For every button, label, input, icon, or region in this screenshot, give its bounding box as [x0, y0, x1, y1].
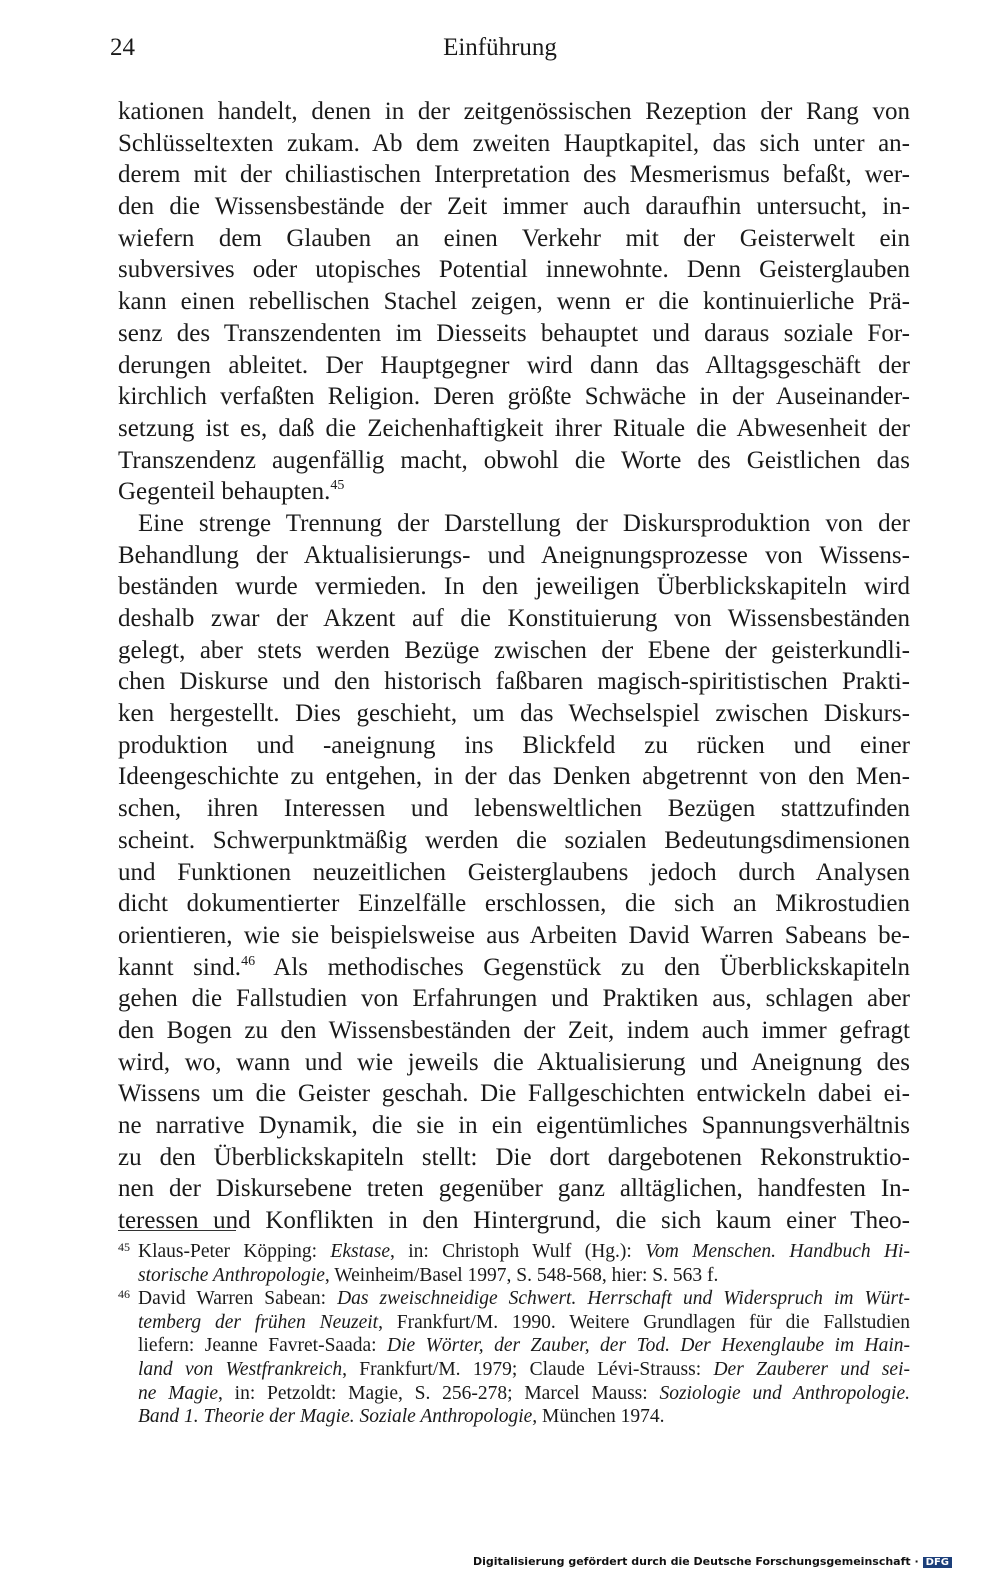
footnote-text: , Weinheim/Basel 1997, S. 548-568, hier: S. 563 f.	[324, 1264, 719, 1286]
body-line: wiefern dem Glauben an einen Verkehr mit der Geisterwelt ein	[118, 224, 910, 252]
body-line: setzung ist es, daß die Zeichenhaftigkeit ihrer Rituale die Abwesenheit der	[118, 414, 910, 442]
credit-text: Digitalisierung gefördert durch die Deutsche Forschungsgemeinschaft ·	[472, 1555, 919, 1568]
footnote-text: liefern: Jeanne Favret-Saada:	[138, 1335, 388, 1357]
footnote-ref-46[interactable]: 46	[241, 953, 256, 969]
body-line: Ideengeschichte zu entgehen, in der das Denken abgetrennt von den Men-	[118, 763, 910, 791]
footnote-text: , in: Petzoldt: Magie, S. 256-278; Marcel Mauss:	[218, 1382, 660, 1404]
footnote-title: storische Anthropologie	[138, 1264, 325, 1286]
body-text	[118, 96, 910, 1237]
body-line: orientieren, wie sie beispielsweise aus Arbeiten David Warren Sabeans be-	[118, 921, 910, 949]
footnote-divider	[118, 1230, 236, 1231]
footnote-46-cont	[118, 1358, 910, 1382]
footnote-title: ne Magie	[138, 1382, 219, 1404]
paragraph-start-line: Eine strenge Trennung der Darstellung der Diskursproduktion von der	[138, 509, 910, 537]
footnote-title: land von Westfrankreich	[138, 1358, 343, 1380]
body-line: subversives oder utopisches Potential innewohnte. Denn Geisterglauben	[118, 256, 910, 284]
footnote-46-cont	[118, 1334, 910, 1358]
running-title: Einführung	[443, 34, 557, 61]
body-line: scheint. Schwerpunktmäßig werden die sozialen Bedeutungsdimensionen	[118, 826, 910, 854]
footnote-45: 45 Klaus-Peter Köpping: Ekstase, in: Christoph Wulf (Hg.): Vom Menschen. Handbuch Hi-	[118, 1240, 910, 1262]
body-line: gehen die Fallstudien von Erfahrungen und Praktiken aus, schlagen aber	[118, 985, 910, 1013]
body-line: gelegt, aber stets werden Bezüge zwischen der Ebene der geisterkundli-	[118, 636, 910, 664]
footnote-text: , Frankfurt/M. 1979; Claude Lévi-Strauss:	[342, 1358, 714, 1380]
footnotes	[118, 1240, 910, 1429]
body-line: deshalb zwar der Akzent auf die Konstituierung von Wissensbeständen	[118, 605, 910, 632]
body-line: den Bogen zu den Wissensbeständen der Zeit, indem auch immer gefragt	[118, 1016, 910, 1044]
footnote-title: Soziologie und Anthropologie.	[659, 1382, 910, 1404]
body-line: kann einen rebellischen Stachel zeigen, wenn er die kontinuierliche Prä-	[118, 288, 910, 316]
footnote-46: 46 David Warren Sabean: Das zweischneidige Schwert. Herrschaft und Widerspruch im Würt-	[118, 1287, 911, 1310]
body-line: Transzendenz augenfällig macht, obwohl die Worte des Geistlichen das	[118, 446, 910, 474]
footnote-title: Die Wörter, der Zauber, der Tod. Der Hexenglaube im Hain-	[387, 1335, 910, 1357]
body-line: kationen handelt, denen in der zeitgenössischen Rezeption der Rang von	[118, 98, 910, 125]
footnote-ref-45[interactable]: 45	[330, 478, 345, 494]
footnote-title: Vom Menschen. Handbuch Hi-	[645, 1241, 910, 1262]
body-line: produktion und -aneignung ins Blickfeld zu rücken und einer	[118, 731, 910, 759]
footnote-46-cont	[118, 1405, 910, 1429]
body-line: kirchlich verfaßten Religion. Deren größte Schwäche in der Auseinander-	[118, 383, 910, 411]
footnote-text: München 1974.	[537, 1406, 665, 1428]
body-line: zu den Überblickskapiteln stellt: Die dort dargebotenen Rekonstruktio-	[118, 1143, 910, 1171]
footnote-title: Das zweischneidige Schwert. Herrschaft und Widerspruch im Würt-	[337, 1288, 911, 1310]
body-line	[118, 952, 910, 984]
footnote-text: Klaus-Peter Köpping:	[138, 1241, 331, 1262]
body-line: derungen ableitet. Der Hauptgegner wird dann das Alltagsgeschäft der	[118, 351, 910, 379]
body-line: Wissens um die Geister geschah. Die Fallgeschichten entwickeln dabei ei-	[118, 1080, 910, 1108]
body-line: ken hergestellt. Dies geschieht, um das Wechselspiel zwischen Diskurs-	[118, 700, 910, 728]
body-line: beständen wurde vermieden. In den jeweiligen Überblickskapiteln wird	[118, 573, 910, 601]
body-line: dicht dokumentierter Einzelfälle erschlossen, die sich an Mikrostudien	[118, 890, 910, 918]
body-line-text: Als methodisches Gegenstück zu den Überblickskapiteln	[255, 953, 910, 981]
footnote-45-cont	[118, 1264, 910, 1288]
body-line: chen Diskurse und den historisch faßbaren magisch-spiritistischen Prakti-	[118, 668, 910, 696]
footnote-text: , Frankfurt/M. 1990. Weitere Grundlagen für die Fallstudien	[378, 1311, 911, 1333]
footnote-text: David Warren Sabean:	[138, 1288, 338, 1310]
body-line: senz des Transzendenten im Diesseits behauptet und daraus soziale For-	[118, 319, 910, 347]
body-line: und Funktionen neuzeitlichen Geisterglaubens jedoch durch Analysen	[118, 858, 910, 886]
body-line: derem mit der chiliastischen Interpretation des Mesmerismus befaßt, wer-	[118, 161, 910, 189]
body-line: wird, wo, wann und wie jeweils die Aktualisierung und Aneignung des	[118, 1048, 910, 1076]
digitization-credit	[473, 1555, 952, 1568]
footnote-title: temberg der frühen Neuzeit	[138, 1311, 379, 1333]
page-number: 24	[110, 34, 135, 61]
body-line-text: kannt sind.	[118, 953, 242, 981]
footnote-title: Band 1. Theorie der Magie. Soziale Anthropologie,	[138, 1406, 538, 1428]
dfg-logo: DFG	[923, 1557, 952, 1568]
body-line: den die Wissensbestände der Zeit immer auch daraufhin untersucht, in-	[118, 193, 910, 221]
footnote-46-cont	[118, 1311, 910, 1335]
footnote-text: , in: Christoph Wulf (Hg.):	[390, 1241, 646, 1262]
body-line: Behandlung der Aktualisierungs- und Aneignungsprozesse von Wissens-	[118, 541, 910, 569]
body-line: Schlüsseltexten zukam. Ab dem zweiten Hauptkapitel, das sich unter an-	[118, 129, 910, 157]
body-line	[118, 476, 910, 508]
footnote-46-cont	[118, 1382, 910, 1406]
footnote-title: Der Zauberer und sei-	[713, 1358, 910, 1380]
body-line: teressen und Konflikten in den Hintergrund, die sich kaum einer Theo-	[118, 1207, 910, 1235]
body-line: ne narrative Dynamik, die sie in ein eigentümliches Spannungsverhältnis	[118, 1112, 910, 1139]
body-line-text: Gegenteil behaupten.	[118, 478, 331, 506]
body-line: nen der Diskursebene treten gegenüber ganz alltäglichen, handfesten In-	[118, 1175, 910, 1203]
body-line: schen, ihren Interessen und lebensweltlichen Bezügen stattzufinden	[118, 795, 910, 823]
footnote-title: Ekstase	[330, 1241, 390, 1262]
